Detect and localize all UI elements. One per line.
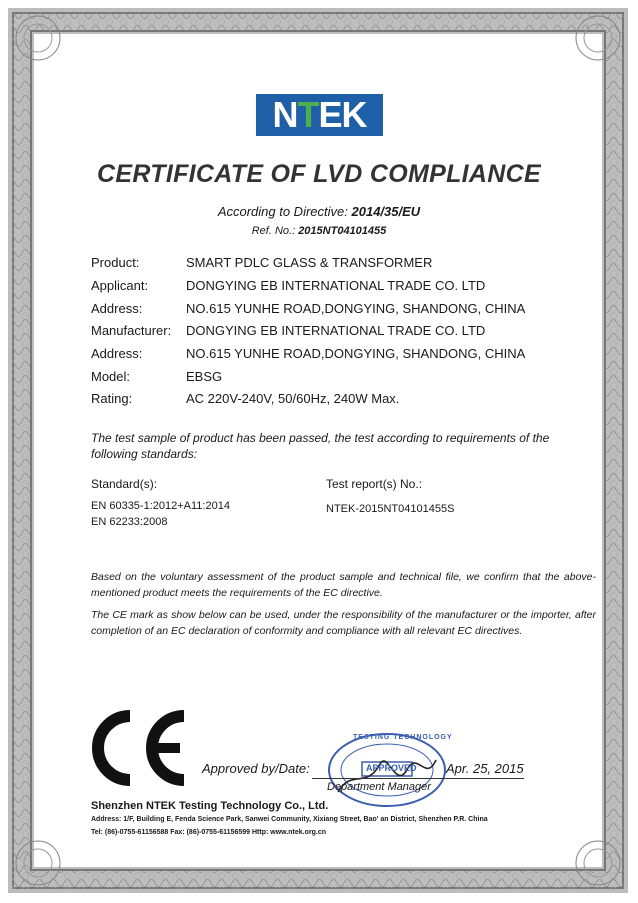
signatory-title: Department Manager — [327, 781, 431, 793]
stamp-top-text: TESTING TECHNOLOGY — [353, 734, 453, 741]
assessment-paragraph: Based on the voluntary assessment of the product sample and technical file, we confirm that the above-mentioned product meets the requirements of the EC directive. — [91, 571, 596, 599]
field-label-manufacturer-address: Address: — [91, 346, 143, 361]
standards-label: Standard(s): — [91, 477, 158, 491]
reference-label: Ref. No.: — [251, 225, 296, 237]
test-statement: The test sample of product has been passed, the test according to requirements of the following standards: — [91, 431, 550, 461]
standard-item: EN 60335-1:2012+A11:2014 — [91, 500, 230, 512]
field-label-manufacturer: Manufacturer: — [91, 323, 172, 338]
signature-line — [312, 778, 524, 779]
issuer-company: Shenzhen NTEK Testing Technology Co., Ltd. — [91, 800, 329, 812]
field-value-manufacturer: DONGYING EB INTERNATIONAL TRADE CO. LTD — [186, 323, 486, 338]
field-value-rating: AC 220V-240V, 50/60Hz, 240W Max. — [186, 391, 400, 406]
issuer-contact: Tel: (86)-0755-61156588 Fax: (86)-0755-61156599 Http: www.ntek.org.cn — [91, 829, 326, 836]
field-label-applicant-address: Address: — [91, 301, 143, 316]
ce-mark-logo — [88, 708, 190, 788]
ntek-logo: NTEK — [256, 94, 383, 136]
field-label-rating: Rating: — [91, 391, 133, 406]
field-label-model: Model: — [91, 369, 131, 384]
directive-line — [44, 204, 594, 219]
field-value-product: SMART PDLC GLASS & TRANSFORMER — [186, 255, 433, 270]
ce-mark-paragraph: The CE mark as show below can be used, under the responsibility of the manufacturer or the importer, after completion of an EC declaration of conformity and compliance with all relevant EC directives. — [91, 609, 596, 637]
stamp-center-text: APPROVED — [366, 763, 417, 773]
field-value-model: EBSG — [186, 369, 223, 384]
approval-date: Apr. 25, 2015 — [446, 761, 524, 776]
field-value-manufacturer-address: NO.615 YUNHE ROAD,DONGYING, SHANDONG, CHINA — [186, 346, 526, 361]
certificate-title: CERTIFICATE OF LVD COMPLIANCE — [97, 160, 541, 188]
directive-value: 2014/35/EU — [351, 204, 421, 219]
field-value-applicant: DONGYING EB INTERNATIONAL TRADE CO. LTD — [186, 278, 486, 293]
test-report-value: NTEK-2015NT04101455S — [326, 503, 455, 515]
approved-by-label: Approved by/Date: — [202, 761, 310, 776]
reference-line — [44, 225, 594, 237]
issuer-address: Address: 1/F, Building E, Fenda Science Park, Sanwei Community, Xixiang Street, Bao' an District, Shenzhen P.R. China — [91, 816, 488, 823]
field-value-applicant-address: NO.615 YUNHE ROAD,DONGYING, SHANDONG, CHINA — [186, 301, 526, 316]
test-report-label: Test report(s) No.: — [326, 477, 423, 491]
field-label-applicant: Applicant: — [91, 278, 149, 293]
directive-label: According to Directive: — [217, 204, 348, 219]
standard-item: EN 62233:2008 — [91, 516, 168, 528]
field-label-product: Product: — [91, 255, 140, 270]
reference-value: 2015NT04101455 — [298, 225, 387, 237]
certificate-body — [44, 44, 594, 859]
